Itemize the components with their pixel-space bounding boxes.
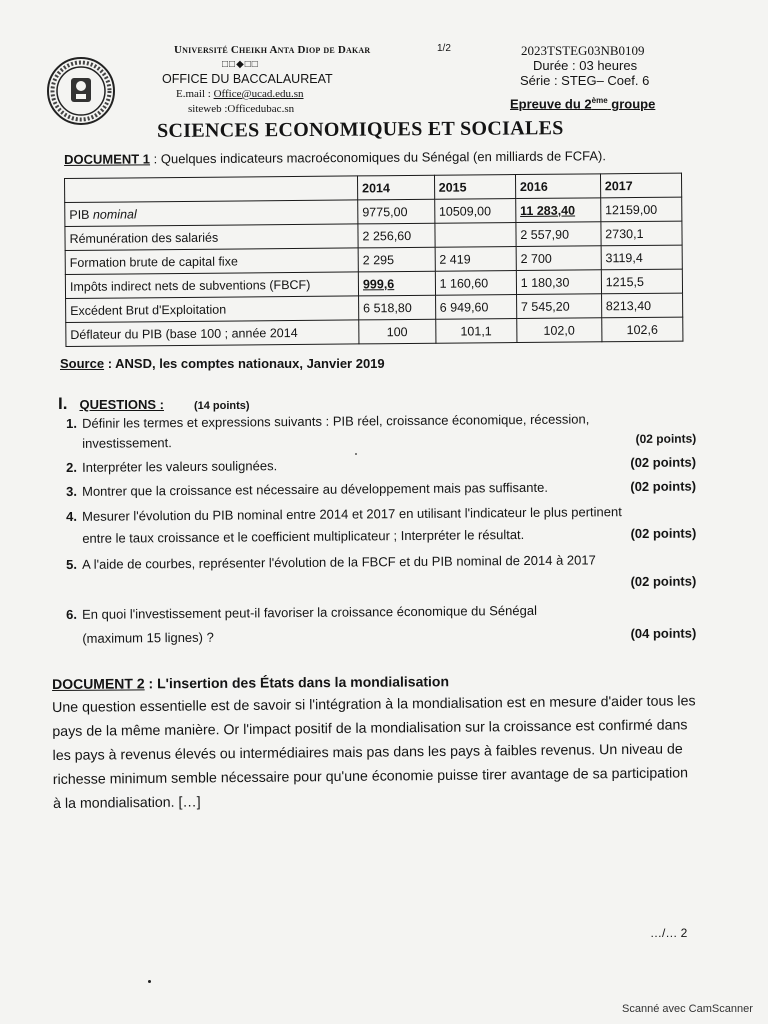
university-logo: [46, 56, 116, 126]
office-email: E.mail : Office@ucad.edu.sn: [176, 88, 304, 100]
question-5: 5. A l'aide de courbes, représenter l'évolution de la FBCF et du PIB nominal de 2014 à 2017 (02 points): [66, 552, 697, 590]
scanner-watermark: Scanné avec CamScanner: [622, 1003, 753, 1015]
source-note: Source : ANSD, les comptes nationaux, Janvier 2019: [60, 356, 385, 371]
office-website: siteweb :Officedubac.sn: [188, 103, 295, 115]
question-2: 2. Interpréter les valeurs soulignées. (02 points): [66, 454, 697, 475]
question-4: 4. Mesurer l'évolution du PIB nominal entre 2014 et 2017 en utilisant l'indicateur le plus pertinent entre le taux croissance et le coefficient multiplicateur ; Interpréter le résultat. (02 points): [66, 504, 697, 546]
header-symbols: □□◆□□: [222, 59, 259, 70]
question-1: 1. Définir les termes et expressions suivants : PIB réel, croissance économique, récession, investissement. (02 points): [66, 411, 697, 451]
email-link[interactable]: Office@ucad.edu.sn: [213, 88, 304, 100]
table-row: Déflateur du PIB (base 100 ; année 2014 100 101,1 102,0 102,6: [66, 317, 683, 346]
question-points: (04 points): [630, 625, 697, 642]
row-label: Formation brute de capital fixe: [65, 248, 358, 275]
row-label: Excédent Brut d'Exploitation: [66, 296, 359, 323]
document1-heading: DOCUMENT 1 : Quelques indicateurs macroéconomiques du Sénégal (en milliards de FCFA).: [64, 148, 606, 167]
indicators-table: [64, 173, 683, 347]
row-label: Déflateur du PIB (base 100 ; année 2014: [66, 320, 359, 347]
row-label: Impôts indirect nets de subventions (FBCF): [65, 272, 358, 299]
question-points: (02 points): [630, 454, 697, 471]
year-header: 2017: [600, 173, 681, 198]
office-name: OFFICE DU BACCALAUREAT: [162, 72, 333, 86]
year-header: 2016: [515, 174, 600, 199]
ink-speck: [148, 980, 151, 983]
year-header: 2015: [434, 175, 515, 200]
page-number: 1/2: [437, 43, 451, 54]
table-row: PIB nominal 9775,00 10509,00 11 283,40 12159,00: [65, 197, 682, 226]
question-points: (02 points): [630, 525, 697, 542]
row-label: Rémunération des salariés: [65, 224, 358, 251]
table-row: Formation brute de capital fixe 2 295 2 419 2 700 3119,4: [65, 245, 682, 274]
year-header: 2014: [357, 175, 434, 200]
exam-duration: Durée : 03 heures: [533, 58, 638, 73]
exam-group: Epreuve du 2ème groupe: [510, 96, 656, 112]
table-row: Rémunération des salariés 2 256,60 2 557,90 2730,1: [65, 221, 682, 250]
ink-speck: [355, 453, 357, 455]
underlined-value: 999,6: [358, 271, 435, 296]
underlined-value: 11 283,40: [516, 198, 601, 223]
table-row: Excédent Brut d'Exploitation 6 518,80 6 949,60 7 545,20 8213,40: [66, 293, 683, 322]
exam-code: 2023TSTEG03NB0109: [521, 43, 645, 58]
question-points: (02 points): [635, 431, 697, 447]
exam-series: Série : STEG– Coef. 6: [520, 73, 650, 88]
question-3: 3. Montrer que la croissance est nécessaire au développement mais pas suffisante. (02 points): [66, 478, 697, 499]
table-row: Impôts indirect nets de subventions (FBCF) 999,6 1 160,60 1 180,30 1215,5: [65, 269, 682, 298]
row-label: PIB nominal: [65, 200, 358, 227]
university-name: Université Cheikh Anta Diop de Dakar: [174, 44, 371, 56]
question-points: (02 points): [630, 478, 697, 495]
document2-text: Une question essentielle est de savoir si l'intégration à la mondialisation est en mesure d'aider tous les pays de la même manière. Or l'impact positif de la mondialisation sur la croissance est confirmé dans les pays à revenus élevés ou intermédiaires mais pas dans les pays à faibles revenus. Un niveau de richesse minimum semble nécessaire pour qu'une économie puisse tirer avantage de sa participation à la mondialisation. […]: [52, 693, 696, 812]
question-6: 6. En quoi l'investissement peut-il favoriser la croissance économique du Sénégal (maximum 15 lignes) ? (04 points): [66, 602, 697, 646]
questions-heading: I. QUESTIONS : (14 points): [58, 394, 250, 413]
page-title: SCIENCES ECONOMIQUES ET SOCIALES: [157, 117, 564, 142]
document2-heading: DOCUMENT 2 : L'insertion des États dans la mondialisation: [52, 673, 450, 692]
question-points: (02 points): [630, 573, 697, 590]
next-page-indicator: …/… 2: [650, 926, 688, 940]
